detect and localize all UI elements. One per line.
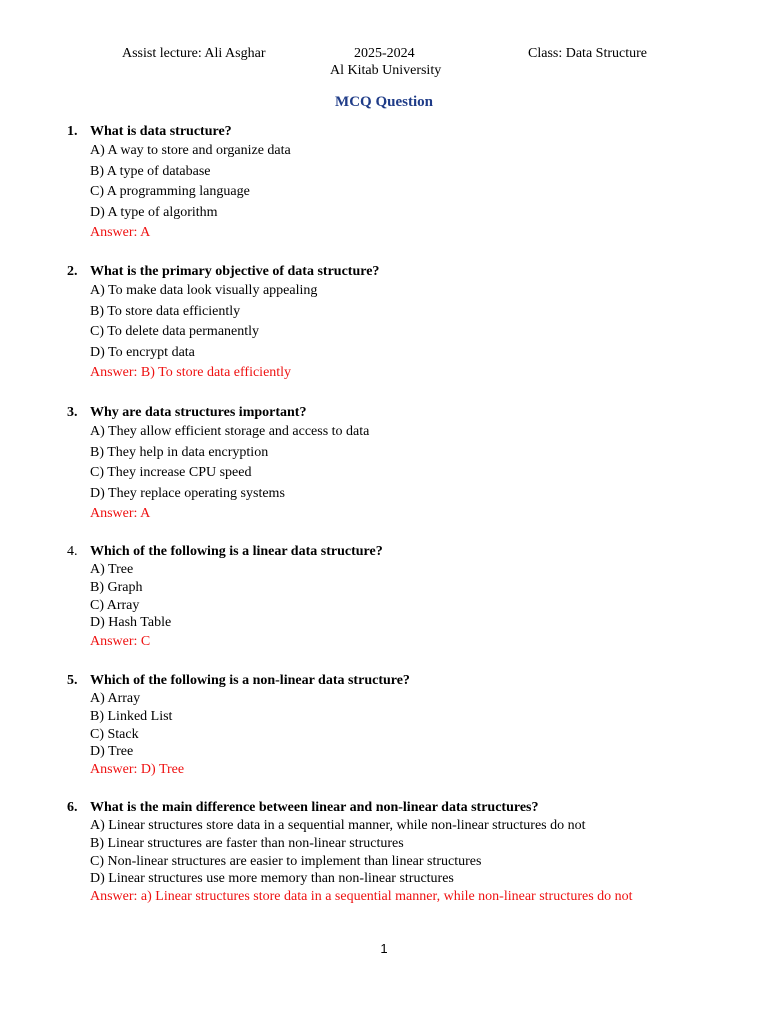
option-c: C) To delete data permanently — [90, 324, 260, 340]
option-b: B) Graph — [90, 579, 143, 595]
question-number: 5. — [67, 673, 78, 688]
header-class: Class: Data Structure — [528, 46, 647, 61]
answer-text: Answer: a) Linear structures store data in a sequential manner, while non-linear structures do not — [90, 889, 633, 905]
question-1 — [0, 123, 768, 244]
question-text: What is the primary objective of data structure? — [90, 264, 380, 279]
option-c: C) Stack — [90, 726, 139, 742]
question-number: 3. — [67, 405, 78, 420]
option-a: A) Array — [90, 691, 141, 706]
question-number: 4. — [67, 544, 78, 559]
option-a: A) Linear structures store data in a sequential manner, while non-linear structures do not — [90, 818, 586, 833]
option-b: B) Linked List — [90, 708, 173, 724]
question-text: Why are data structures important? — [90, 405, 307, 420]
question-number: 6. — [67, 800, 78, 815]
option-c: C) Non-linear structures are easier to implement than linear structures — [90, 853, 482, 869]
option-c: C) A programming language — [90, 184, 250, 200]
question-heading — [0, 404, 768, 422]
option-c: C) Array — [90, 597, 140, 613]
page-title: MCQ Question — [335, 94, 433, 110]
header-year: 2025-2024 — [354, 46, 415, 61]
header-lecturer: Assist lecture: Ali Asghar — [122, 46, 266, 61]
header-university: Al Kitab University — [330, 63, 442, 78]
answer-text: Answer: B) To store data efficiently — [90, 365, 292, 381]
option-b: B) A type of database — [90, 163, 211, 179]
question-4 — [0, 543, 768, 651]
question-text: Which of the following is a linear data structure? — [90, 544, 383, 559]
question-heading — [0, 263, 768, 281]
answer-text: Answer: C — [90, 634, 151, 650]
option-d: D) Hash Table — [90, 615, 172, 631]
question-2 — [0, 263, 768, 384]
option-b: B) Linear structures are faster than non-linear structures — [90, 835, 404, 851]
option-b: B) To store data efficiently — [90, 303, 241, 319]
question-heading — [0, 672, 768, 690]
answer-text: Answer: A — [90, 225, 151, 241]
answer-text: Answer: A — [90, 506, 151, 522]
option-d: D) To encrypt data — [90, 344, 195, 360]
answer-text: Answer: D) Tree — [90, 762, 185, 778]
option-a: A) They allow efficient storage and access to data — [90, 424, 370, 439]
option-d: D) Linear structures use more memory than non-linear structures — [90, 871, 454, 887]
question-heading — [0, 543, 768, 561]
question-heading — [0, 799, 768, 817]
question-number: 2. — [67, 264, 78, 279]
option-d: D) Tree — [90, 744, 134, 760]
option-a: A) To make data look visually appealing — [90, 283, 318, 298]
question-text: What is data structure? — [90, 124, 232, 139]
question-6 — [0, 799, 768, 906]
option-a: A) A way to store and organize data — [90, 143, 291, 158]
option-b: B) They help in data encryption — [90, 444, 269, 460]
option-d: D) They replace operating systems — [90, 485, 285, 501]
option-d: D) A type of algorithm — [90, 204, 218, 220]
question-heading — [0, 123, 768, 141]
question-text: Which of the following is a non-linear data structure? — [90, 673, 410, 688]
option-c: C) They increase CPU speed — [90, 465, 252, 481]
question-5 — [0, 672, 768, 779]
question-text: What is the main difference between linear and non-linear data structures? — [90, 800, 539, 815]
question-3 — [0, 404, 768, 525]
page-number: 1 — [380, 941, 388, 956]
option-a: A) Tree — [90, 562, 134, 577]
question-number: 1. — [67, 124, 78, 139]
